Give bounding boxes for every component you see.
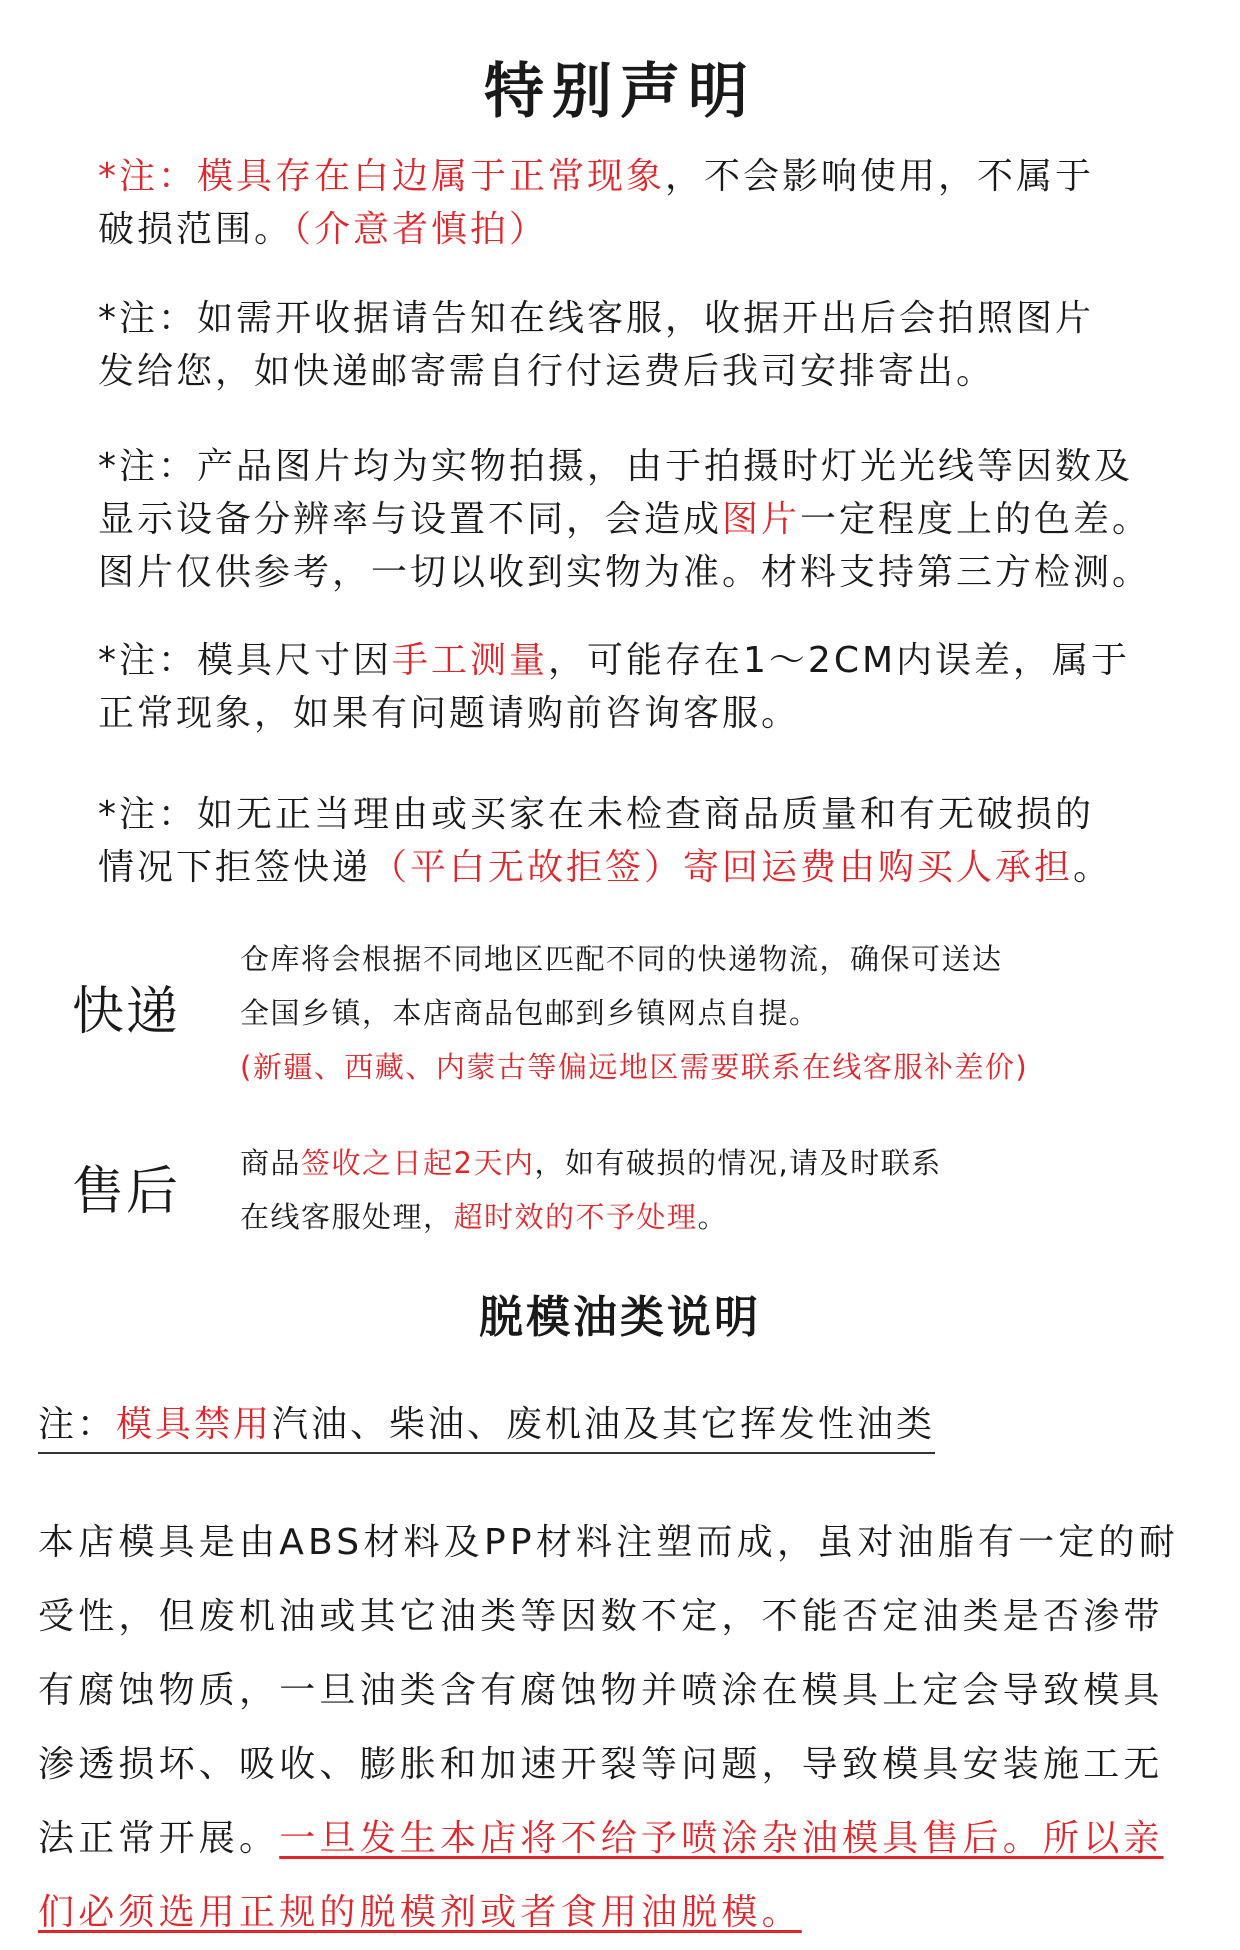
note-text: 情况下拒签快递 — [98, 847, 372, 888]
note-line: *注：产品图片均为实物拍摄，由于拍摄时灯光光线等因数及 — [98, 446, 1134, 487]
para-line: 受性，但废机油或其它油类等因数不定，不能否定油类是否渗带 — [38, 1596, 1164, 1637]
oil-paragraph — [38, 1506, 1208, 1950]
para-text: 法正常开展。 — [38, 1818, 280, 1859]
note-line: 正常现象，如果有问题请购前咨询客服。 — [98, 693, 801, 734]
note-text: ，不会影响使用，不属于 — [665, 156, 1095, 197]
info-text: ，如有破损的情况,请及时联系 — [534, 1146, 942, 1180]
note-size — [98, 634, 1158, 740]
para-line: 本店模具是由ABS材料及PP材料注塑而成，虽对油脂有一定的耐 — [38, 1522, 1179, 1563]
note-line — [98, 493, 1158, 546]
note-text: *注：模具尺寸因 — [98, 640, 393, 681]
oil-section-title: 脱模油类说明 — [479, 1292, 761, 1343]
express-label: 快递 — [72, 982, 181, 1042]
para-highlight: 一旦发生本店将不给予喷涂杂油模具售后。所以亲 — [279, 1818, 1164, 1859]
info-line: 仓库将会根据不同地区匹配不同的快递物流，确保可送达 — [240, 942, 1003, 976]
note-white-edge — [98, 150, 1158, 256]
info-line — [240, 1136, 1190, 1190]
oil-warning — [38, 1400, 935, 1454]
info-text: 商品 — [240, 1146, 302, 1180]
note-highlight: 手工测量 — [392, 640, 549, 681]
page-title: 特别声明 — [484, 57, 756, 127]
para-highlight: 们必须选用正规的脱模剂或者食用油脱模。 — [38, 1892, 802, 1933]
oil-warning-text: 汽油、柴油、废机油及其它挥发性油类 — [272, 1404, 936, 1445]
para-line — [38, 1802, 1208, 1876]
note-text: 破损范围。 — [98, 209, 294, 250]
info-highlight: 超时效的不予处理 — [453, 1200, 698, 1234]
para-line: 渗透损坏、吸收、膨胀和加速开裂等问题，导致模具安装施工无 — [38, 1744, 1164, 1785]
note-line — [98, 150, 1158, 203]
note-line — [98, 841, 1158, 894]
info-text: 在线客服处理， — [240, 1200, 454, 1234]
note-highlight: 图片 — [722, 499, 801, 540]
para-line: 有腐蚀物质，一旦油类含有腐蚀物并喷涂在模具上定会导致模具 — [38, 1670, 1164, 1711]
note-highlight: （介意者慎拍） — [293, 209, 549, 250]
note-line — [98, 203, 1158, 256]
note-text: 显示设备分辨率与设置不同，会造成 — [98, 499, 723, 540]
info-line: 全国乡镇，本店商品包邮到乡镇网点自提。 — [240, 996, 820, 1030]
info-line — [240, 1190, 1190, 1244]
info-text: 。 — [697, 1200, 729, 1234]
note-text: ，可能存在1～2CM内误差，属于 — [548, 640, 1131, 681]
note-line: 发给您，如快递邮寄需自行付运费后我司安排寄出。 — [98, 351, 996, 392]
info-highlight: 签收之日起2天内 — [301, 1146, 535, 1180]
note-highlight: 白边属于正常现象 — [353, 156, 666, 197]
note-text: 。 — [1073, 847, 1113, 888]
note-line: *注：如无正当理由或买家在未检查商品质量和有无破损的 — [98, 794, 1095, 835]
note-line: 图片仅供参考，一切以收到实物为准。材料支持第三方检测。 — [98, 552, 1152, 593]
note-photo — [98, 440, 1158, 599]
express-info — [240, 932, 1190, 1094]
oil-warning-prefix: 注： — [38, 1404, 117, 1445]
note-line — [98, 634, 1158, 687]
note-line: *注：如需开收据请告知在线客服，收据开出后会拍照图片 — [98, 298, 1095, 339]
note-asterisk-text: *注：模具存在 — [98, 156, 354, 197]
note-reject — [98, 788, 1158, 894]
note-receipt — [98, 292, 1158, 398]
note-highlight: （平白无故拒签）寄回运费由购买人承担 — [371, 847, 1074, 888]
aftersale-label: 售后 — [72, 1162, 181, 1222]
info-highlight: (新疆、西藏、内蒙古等偏远地区需要联系在线客服补差价) — [240, 1050, 1029, 1084]
oil-warning-highlight: 模具禁用 — [116, 1404, 273, 1445]
aftersale-info — [240, 1136, 1190, 1244]
note-text: 一定程度上的色差。 — [800, 499, 1152, 540]
